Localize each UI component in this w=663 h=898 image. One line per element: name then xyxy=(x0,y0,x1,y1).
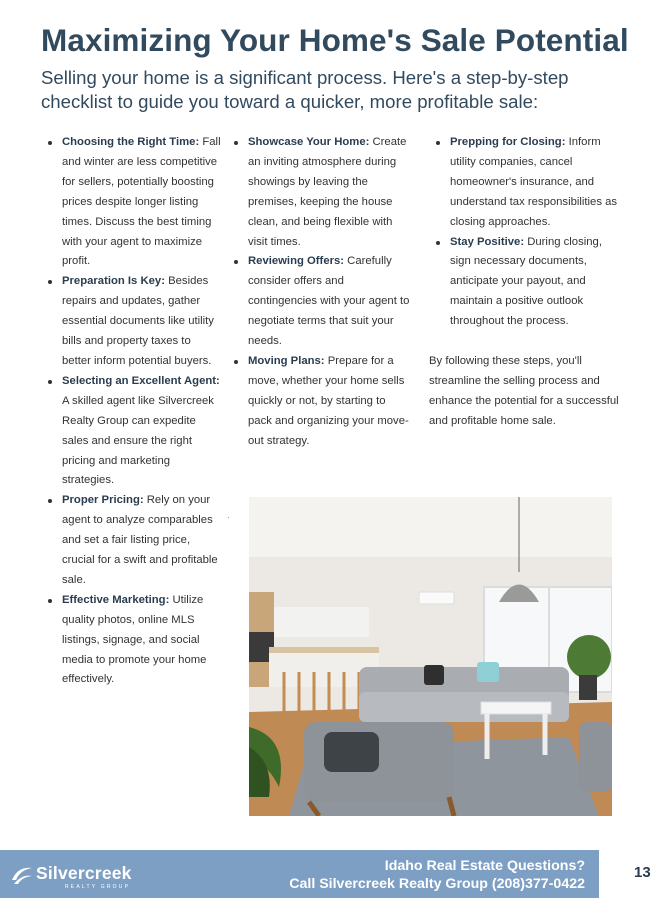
item-text: Utilize quality photos, online MLS listings, signage, and social media to promote your home effectively. xyxy=(62,593,207,686)
checklist xyxy=(41,133,221,690)
item-heading: Proper Pricing: xyxy=(62,494,144,507)
living-room-illustration xyxy=(249,497,612,816)
contact-line-1: Idaho Real Estate Questions? xyxy=(384,858,585,874)
stray-mark xyxy=(228,517,229,518)
checklist-item xyxy=(41,133,221,272)
logo-subtitle: REALTY GROUP xyxy=(65,884,131,890)
item-heading: Moving Plans: xyxy=(248,354,325,367)
checklist-item xyxy=(41,491,221,591)
checklist-item xyxy=(429,233,619,333)
page-number: 13 xyxy=(634,864,651,881)
checklist-column-3 xyxy=(429,133,619,432)
item-heading: Selecting an Excellent Agent: xyxy=(62,374,220,387)
checklist-item xyxy=(227,133,412,252)
item-heading: Stay Positive: xyxy=(450,235,525,248)
checklist-column-2 xyxy=(227,133,412,452)
contact-line-2: Call Silvercreek Realty Group (208)377-0422 xyxy=(289,875,585,892)
page-subtitle: Selling your home is a significant process. Here's a step-by-step checklist to guide you toward a quicker, more profitable sale: xyxy=(41,67,569,112)
item-heading: Choosing the Right Time: xyxy=(62,136,200,148)
checklist-item xyxy=(227,252,412,352)
contact-callout xyxy=(289,858,585,893)
item-text: Besides repairs and updates, gather essential documents like utility bills and property taxes to better inform potential buyers. xyxy=(62,275,214,367)
item-heading: Reviewing Offers: xyxy=(248,255,345,268)
item-text: Carefully consider offers and contingencies with your agent to negotiate terms that suit your needs. xyxy=(248,255,410,348)
living-room-photo xyxy=(249,497,612,816)
checklist-item xyxy=(429,133,619,233)
checklist xyxy=(429,133,619,332)
closing-paragraph: By following these steps, you'll streamline the selling process and enhance the potential for a successful and profitable home sale. xyxy=(429,355,619,427)
checklist-column-1 xyxy=(41,133,221,690)
item-text: Create an inviting atmosphere during showings by leaving the premises, keeping the house clean, and being flexible with visit times. xyxy=(248,136,407,248)
item-text: Prepare for a move, whether your home sells quickly or not, by starting to pack and organizing your move-out strategy. xyxy=(248,354,409,447)
checklist xyxy=(227,133,412,452)
item-text: Inform utility companies, cancel homeowner's insurance, and understand tax responsibilities as closing approaches. xyxy=(450,136,618,228)
checklist-item xyxy=(41,372,221,491)
logo-name: Silvercreek xyxy=(36,863,132,883)
item-heading: Preparation Is Key: xyxy=(62,275,165,288)
item-heading: Showcase Your Home: xyxy=(248,136,370,148)
item-text: Fall and winter are less competitive for sellers, potentially boosting prices despite longer listing times. Discuss the best timing with your agent to maximize profit. xyxy=(62,136,221,268)
page-title: Maximizing Your Home's Sale Potential xyxy=(41,22,629,58)
item-heading: Effective Marketing: xyxy=(62,593,170,606)
silvercreek-logo xyxy=(10,860,150,890)
item-text: A skilled agent like Silvercreek Realty Group can expedite sales and ensure the right pricing and marketing strategies. xyxy=(62,394,214,487)
checklist-item xyxy=(41,591,221,691)
checklist-item xyxy=(227,352,412,452)
checklist-item xyxy=(41,272,221,372)
logo-swoosh-icon xyxy=(10,864,34,886)
item-text: During closing, sign necessary documents, anticipate your payout, and maintain a positive outlook throughout the process. xyxy=(450,235,602,328)
item-heading: Prepping for Closing: xyxy=(450,136,566,148)
item-text: Rely on your agent to analyze comparables and set a fair listing price, crucial for a swift and profitable sale. xyxy=(62,494,218,586)
footer-bar xyxy=(0,850,599,898)
